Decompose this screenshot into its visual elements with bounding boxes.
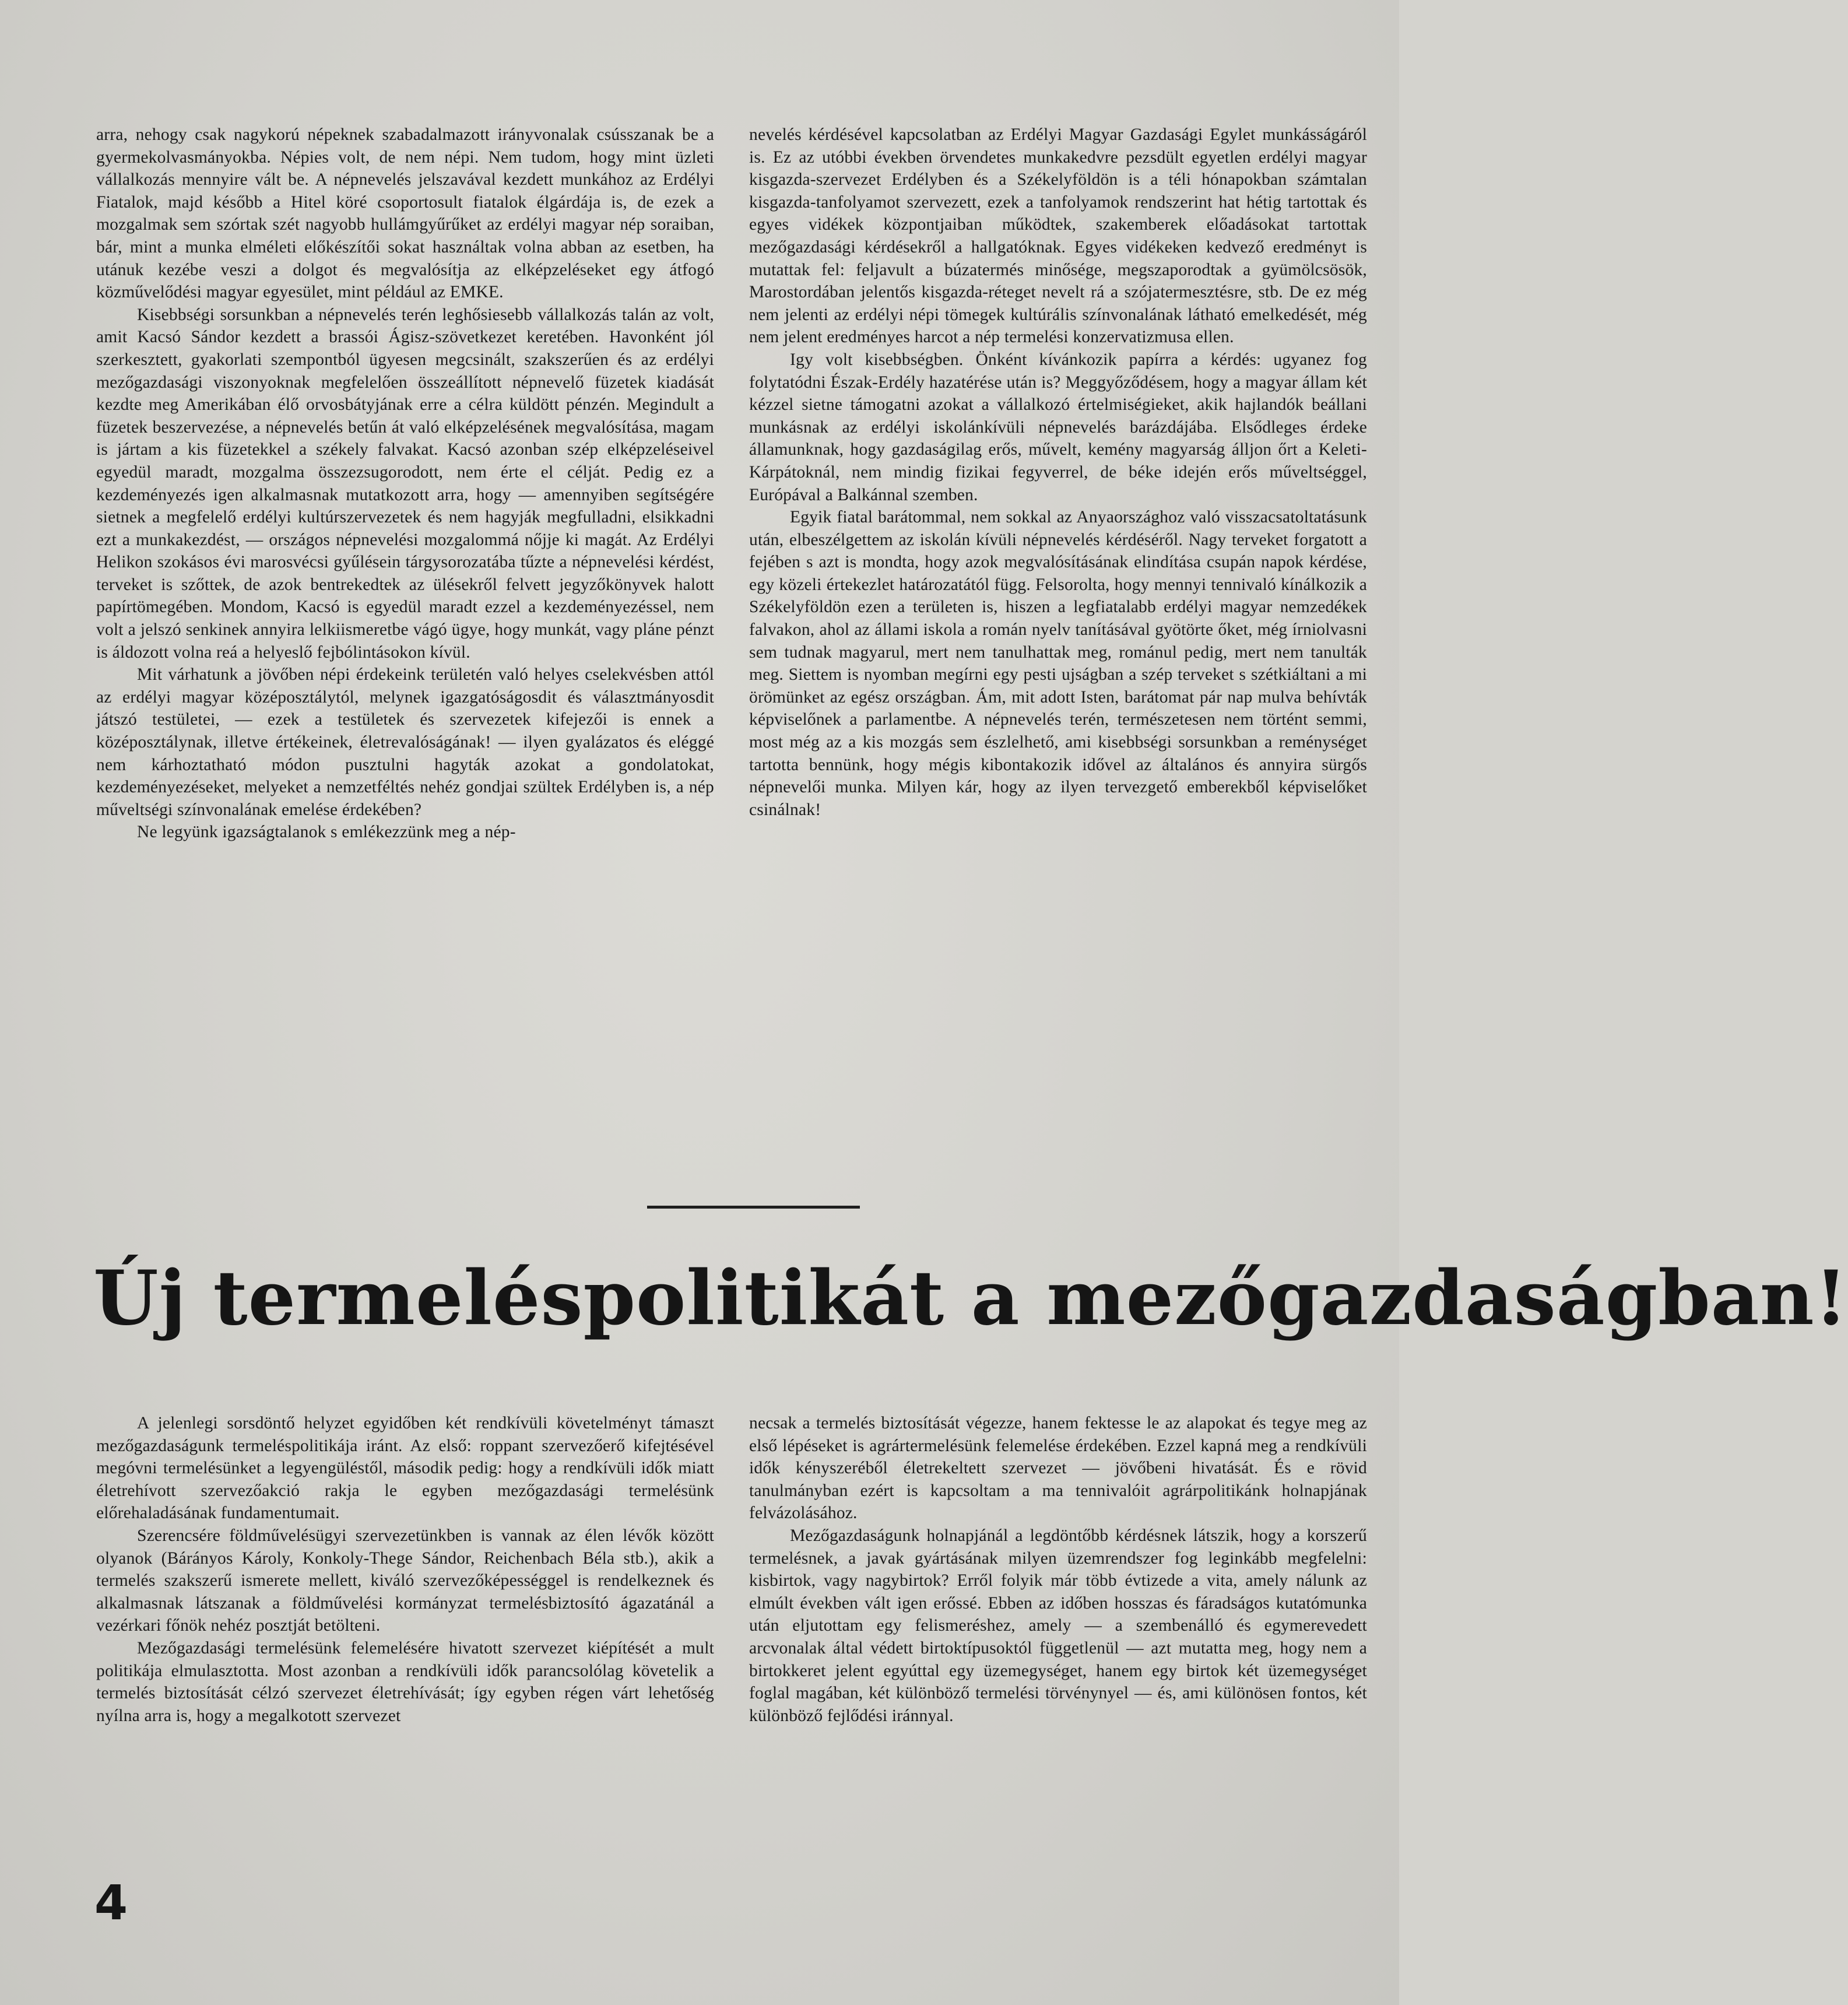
- paragraph: A jelenlegi sorsdöntő helyzet egyidőben két rendkívüli követelményt támaszt mezőgazdaságunk termeléspolitikája iránt. Az első: roppant szervezőerő kifejtésével megóvni termelésünket a legyengüléstől, második pedig: hogy a rendkívüli idők miatt életrehívott szervezőakció rakja le egyben mezőgazdasági termelésünk előrehaladásának fundamentumait.: [96, 1414, 714, 1523]
- paragraph: Igy volt kisebbségben. Önként kívánkozik papírra a kérdés: ugyanez fog folytatódni Észak-Erdély hazatérése után is? Meggyőződésem, hogy a magyar állam két kézzel sietne támogatni azokat a vállalkozó értelmiségieket, akik hajlandók beállani munkásnak az erdélyi iskolánkívüli népnevelés barázdájába. Elsődleges érdeke államunknak, hogy gazdaságilag erős, művelt, kemény magyarság álljon őrt a Keleti-Kárpátoknál, nem mindig fizikai fegyverrel, de béke idején erős műveltséggel, Európával a Balkánnal szemben.: [749, 350, 1367, 504]
- article-headline: Új termeléspolitikát a mezőgazdaságban!: [93, 1255, 1848, 1342]
- bottom-article-left-column: [96, 1412, 714, 1727]
- paragraph: Mezőgazdasági termelésünk felemelésére hivatott szervezet kiépítését a mult politikája elmulasztotta. Most azonban a rendkívüli idők parancsolólag követelik a termelés biztosítását célzó szervezet életrehívását; így egyben régen várt lehetőség nyílna arra is, hogy a megalkotott szervezet: [96, 1638, 714, 1725]
- top-article-right-column: [749, 124, 1367, 821]
- paragraph: arra, nehogy csak nagykorú népeknek szabadalmazott irányvonalak csússzanak be a gyermekolvasmányokba. Népies volt, de nem népi. Nem tudom, hogy mint üzleti vállalkozás mennyire vált be. A népnevelés jelszavával kezdett munkához az Erdélyi Fiatalok, majd később a Hitel köré csoportosult fiatalok élgárdája is, de ezek a mozgalmak sem szórtak szét nagyobb hullámgyűrűket az erdélyi magyar nép soraiban, bár, mint a munka elméleti előkészítői sokat használtak volna abban az esetben, ha utánuk kezébe veszi a dolgot és megvalósítja az elképzeléseket egy átfogó közművelődési magyar egyesület, mint például az EMKE.: [96, 125, 714, 302]
- paragraph: nevelés kérdésével kapcsolatban az Erdélyi Magyar Gazdasági Egylet munkásságáról is. Ez az utóbbi években örvendetes munkakedvre pezsdült egyetlen erdélyi magyar kisgazda-szervezet Erdélyben és a Székelyföldön is a téli hónapokban számtalan kisgazda-tanfolyamot szervezett, ezek a tanfolyamok rendszerint hat hétig tartottak és egyes vidékek központjaiban működtek, szakemberek előadásokat tartottak mezőgazdasági kérdésekről a hallgatóknak. Egyes vidékeken kedvező eredményt is mutattak fel: feljavult a búzatermés minősége, megszaporodtak a gyümölcsösök, Marostordában jelentős kisgazda-réteget nevelt rá a szójatermesztésre, stb. De ez még nem jelenti az erdélyi népi tömegek kultúrális színvonalának látható emelkedését, még nem jelent eredményes harcot a nép termelési konzervatizmusa ellen.: [749, 125, 1367, 347]
- bottom-article-right-column: [749, 1412, 1367, 1727]
- paragraph: Kisebbségi sorsunkban a népnevelés terén leghősiesebb vállalkozás talán az volt, amit Kacsó Sándor kezdett a brassói Ágisz-szövetkezet keretében. Havonként jól szerkesztett, gyakorlati szempontból ügyesen megcsinált, szakszerűen és az erdélyi mezőgazdasági viszonyoknak megfelelően összeállított népnevelő füzetek kiadását kezdte meg Amerikában élő orvosbátyjának erre a célra küldött pénzén. Megindult a füzetek beszervezése, a népnevelés betűn át való elképzelésének megvalósítása, magam is jártam a kis füzetekkel a székely falvakat. Kacsó azonban szép elképzeléseivel egyedül maradt, mozgalma összezsugorodott, nem érte el célját. Pedig ez a kezdeményezés igen alkalmasnak mutatkozott arra, hogy — amennyiben segítségére sietnek a megfelelő erdélyi kultúrszervezetek és nem hagyják megfulladni, elsikkadni ezt a munkakezdést, — országos népnevelési mozgalommá nőjje ki magát. Az Erdélyi Helikon szokásos évi marosvécsi gyűlésein tárgysorozatába tűzte a népnevelési kérdést, terveket is szőttek, de azok bentrekedtek az ülésekről felvett jegyzőkönyvek halott papírtömegében. Mondom, Kacsó is egyedül maradt ezzel a kezdeményezéssel, nem volt a jelszó senkinek annyira lelkiismeretbe vágó ügye, hogy munkát, vagy pláne pénzt is áldozott volna reá a helyeslő fejbólintásokon kívül.: [96, 305, 714, 662]
- paragraph: Szerencsére földművelésügyi szervezetünkben is vannak az élen lévők között olyanok (Bárányos Károly, Konkoly-Thege Sándor, Reichenbach Béla stb.), akik a termelés szakszerű ismerete mellett, kiváló szervezőképességgel is rendelkeznek és alkalmasnak látszanak a földművelési kormányzat termelésbiztosító ágazatánál a vezérkari főnök nehéz posztját betölteni.: [96, 1526, 714, 1635]
- paragraph: Mit várhatunk a jövőben népi érdekeink területén való helyes cselekvésben attól az erdélyi magyar középosztálytól, melynek igazgatóságosdit és választmányosdit játszó testületei, — ezek a testületek és szervezetek kifejezői is ennek a középosztálynak, illetve értékeinek, életrevalóságának! — ilyen gyalázatos és eléggé nem kárhoztatható módon pusztulni hagyták azokat a gondolatokat, kezdeményezéseket, melyeket a nemzetféltés nehéz gondjai szültek Erdélyben is, a nép műveltségi színvonalának emelése érdekében?: [96, 665, 714, 819]
- paragraph: necsak a termelés biztosítását végezze, hanem fektesse le az alapokat és tegye meg az első lépéseket is agrártermelésünk felemelése érdekében. Ezzel kapná meg a rendkívüli idők kényszeréből életrekeltett szervezet — jövőbeni hivatását. És e rövid tanulmányban ezért is kapcsoltam a ma tennivalóit agrárpolitikánk holnapjának felvázolásához.: [749, 1414, 1367, 1523]
- section-divider: [647, 1206, 860, 1209]
- paragraph: Egyik fiatal barátommal, nem sokkal az Anyaországhoz való visszacsatoltatásunk után, elbeszélgettem az iskolán kívüli népnevelés kérdéséről. Nagy terveket forgatott a fejében s azt is mondta, hogy azok megvalósításának elindítása csupán napok kérdése, egy közeli értekezlet határozatától függ. Felsorolta, hogy mennyi tennivaló kínálkozik a Székelyföldön ezen a területen is, hiszen a legfiatalabb erdélyi magyar nemzedékek falvakon, ahol az állami iskola a román nyelv tanításával gyötörte őket, még írniolvasni sem tudnak magyarul, mert nem tanulhattak meg, románul pedig, mert nem tanulták meg. Siettem is nyomban megírni egy pesti ujságban a szép terveket s szétkiáltani a mi örömünket az egész országban. Ám, mit adott Isten, barátomat pár nap mulva behívták képviselőnek a parlamentbe. A népnevelés terén, természetesen nem történt semmi, most még az a kis mozgás sem észlelhető, ami kisebbségi sorsunkban a reménységet tartotta bennünk, hogy mégis kibontakozik idővel az általános és annyira sürgős népnevelői munka. Milyen kár, hogy az ilyen tervezgető emberekből képviselőket csinálnak!: [749, 508, 1367, 819]
- top-article-left-column: [96, 124, 714, 844]
- paragraph: Mezőgazdaságunk holnapjánál a legdöntőbb kérdésnek látszik, hogy a korszerű termelésnek, a javak gyártásának milyen üzemrendszer fog leginkább megfelelni: kisbirtok, vagy nagybirtok? Erről folyik már több évtizede a vita, amely nálunk az elmúlt években vált igen erőssé. Ebben az időben hosszas és fáradságos kutatómunka után eljutottam egy felismeréshez, amely — a szembenálló és egymerevedett arcvonalak által védett birtoktípusoktól függetlenül — azt mutatta meg, hogy nem a birtokkeret jelent egyúttal egy üzemegységet, hanem egy birtok két üzemegységet foglal magában, két különböző termelési törvénynyel — és, ami különösen fontos, két különböző fejlődési iránnyal.: [749, 1526, 1367, 1725]
- paragraph: Ne legyünk igazságtalanok s emlékezzünk meg a nép-: [137, 823, 516, 842]
- page-number: 4: [94, 1876, 128, 1931]
